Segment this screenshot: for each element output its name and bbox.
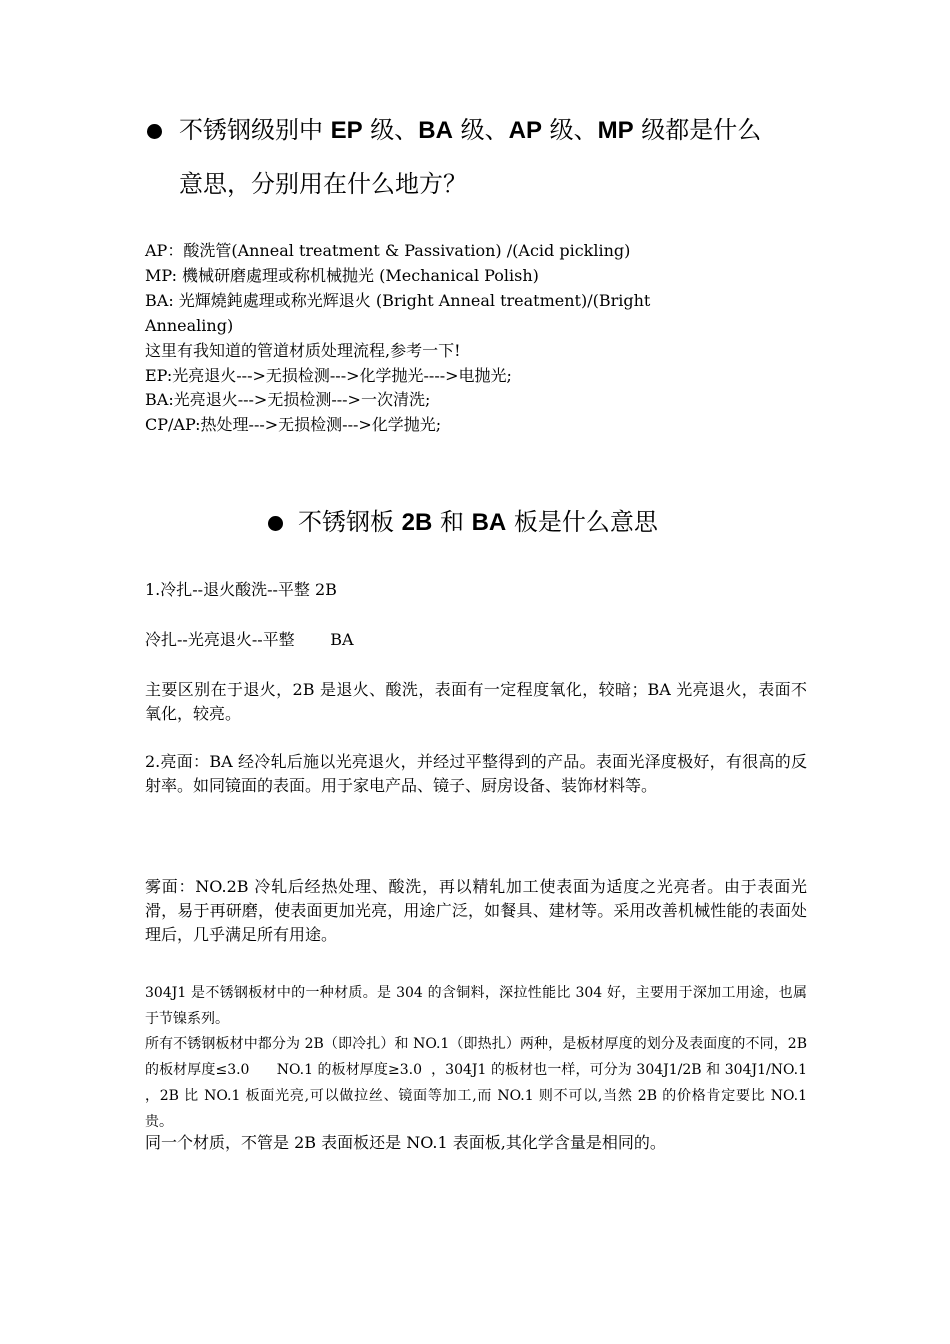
text-line: BA:光亮退火--->无损检测--->一次清洗;: [145, 390, 431, 409]
text-line: MP: 機械研磨處理或称机械抛光 (Mechanical Polish): [145, 266, 539, 285]
bullet-icon: [147, 124, 162, 139]
section2-title: 不锈钢板 2B 和 BA 板是什么意思: [298, 508, 658, 536]
section1-title-line2: 意思，分别用在什么地方？: [179, 170, 467, 198]
text-line: AP：酸洗管(Anneal treatment & Passivation) /(Acid pickling): [145, 241, 631, 260]
text-line: BA: 光輝燒鈍處理或称光辉退火 (Bright Anneal treatment)/(Bright: [145, 291, 651, 310]
bullet-icon: [268, 516, 283, 531]
text-line: CP/AP:热处理--->无损检测--->化学抛光;: [145, 415, 442, 434]
paragraph: 1.冷扎--退火酸洗--平整 2B: [145, 580, 337, 599]
paragraph: 主要区别在于退火，2B 是退火、酸洗，表面有一定程度氧化，较暗；BA 光亮退火，表面不氧化，较亮。: [145, 680, 807, 723]
text-line: Annealing): [145, 316, 234, 335]
paragraph: 2.亮面：BA 经冷轧后施以光亮退火，并经过平整得到的产品。表面光泽度极好，有很高的反射率。如同镜面的表面。用于家电产品、镜子、厨房设备、装饰材料等。: [145, 752, 807, 795]
section1-title-line1: 不锈钢级别中 EP 级、BA 级、AP 级、MP 级都是什么: [179, 116, 762, 144]
text-line: EP:光亮退火--->无损检测--->化学抛光---->电抛光;: [145, 366, 512, 385]
text-line: 这里有我知道的管道材质处理流程,参考一下!: [145, 341, 461, 360]
paragraph: 304J1 是不锈钢板材中的一种材质。是 304 的含铜料，深拉性能比 304 好，主要用于深加工用途，也属于节镍系列。: [145, 985, 807, 1027]
paragraph: 所有不锈钢板材中都分为 2B（即冷扎）和 NO.1（即热扎）两种，是板材厚度的划分及表面度的不同，2B 的板材厚度≤3.0 NO.1 的板材厚度≥3.0 ，304J1 的板材也一样，可分为 304J1/2B 和 304J1/NO.1 ，2B 比 NO.1 板面光亮,可以做拉丝、镜面等加工,而 NO.1 则不可以,当然 2B 的价格肯定要比 NO.1 贵。: [145, 1036, 812, 1130]
paragraph: 冷扎--光亮退火--平整 BA: [145, 630, 354, 649]
paragraph: 同一个材质，不管是 2B 表面板还是 NO.1 表面板,其化学含量是相同的。: [145, 1133, 666, 1152]
paragraph: 雾面：NO.2B 冷轧后经热处理、酸洗，再以精轧加工使表面为适度之光亮者。由于表面光滑，易于再研磨，使表面更加光亮，用途广泛，如餐具、建材等。采用改善机械性能的表面处理后，几乎满足所有用途。: [145, 877, 807, 944]
